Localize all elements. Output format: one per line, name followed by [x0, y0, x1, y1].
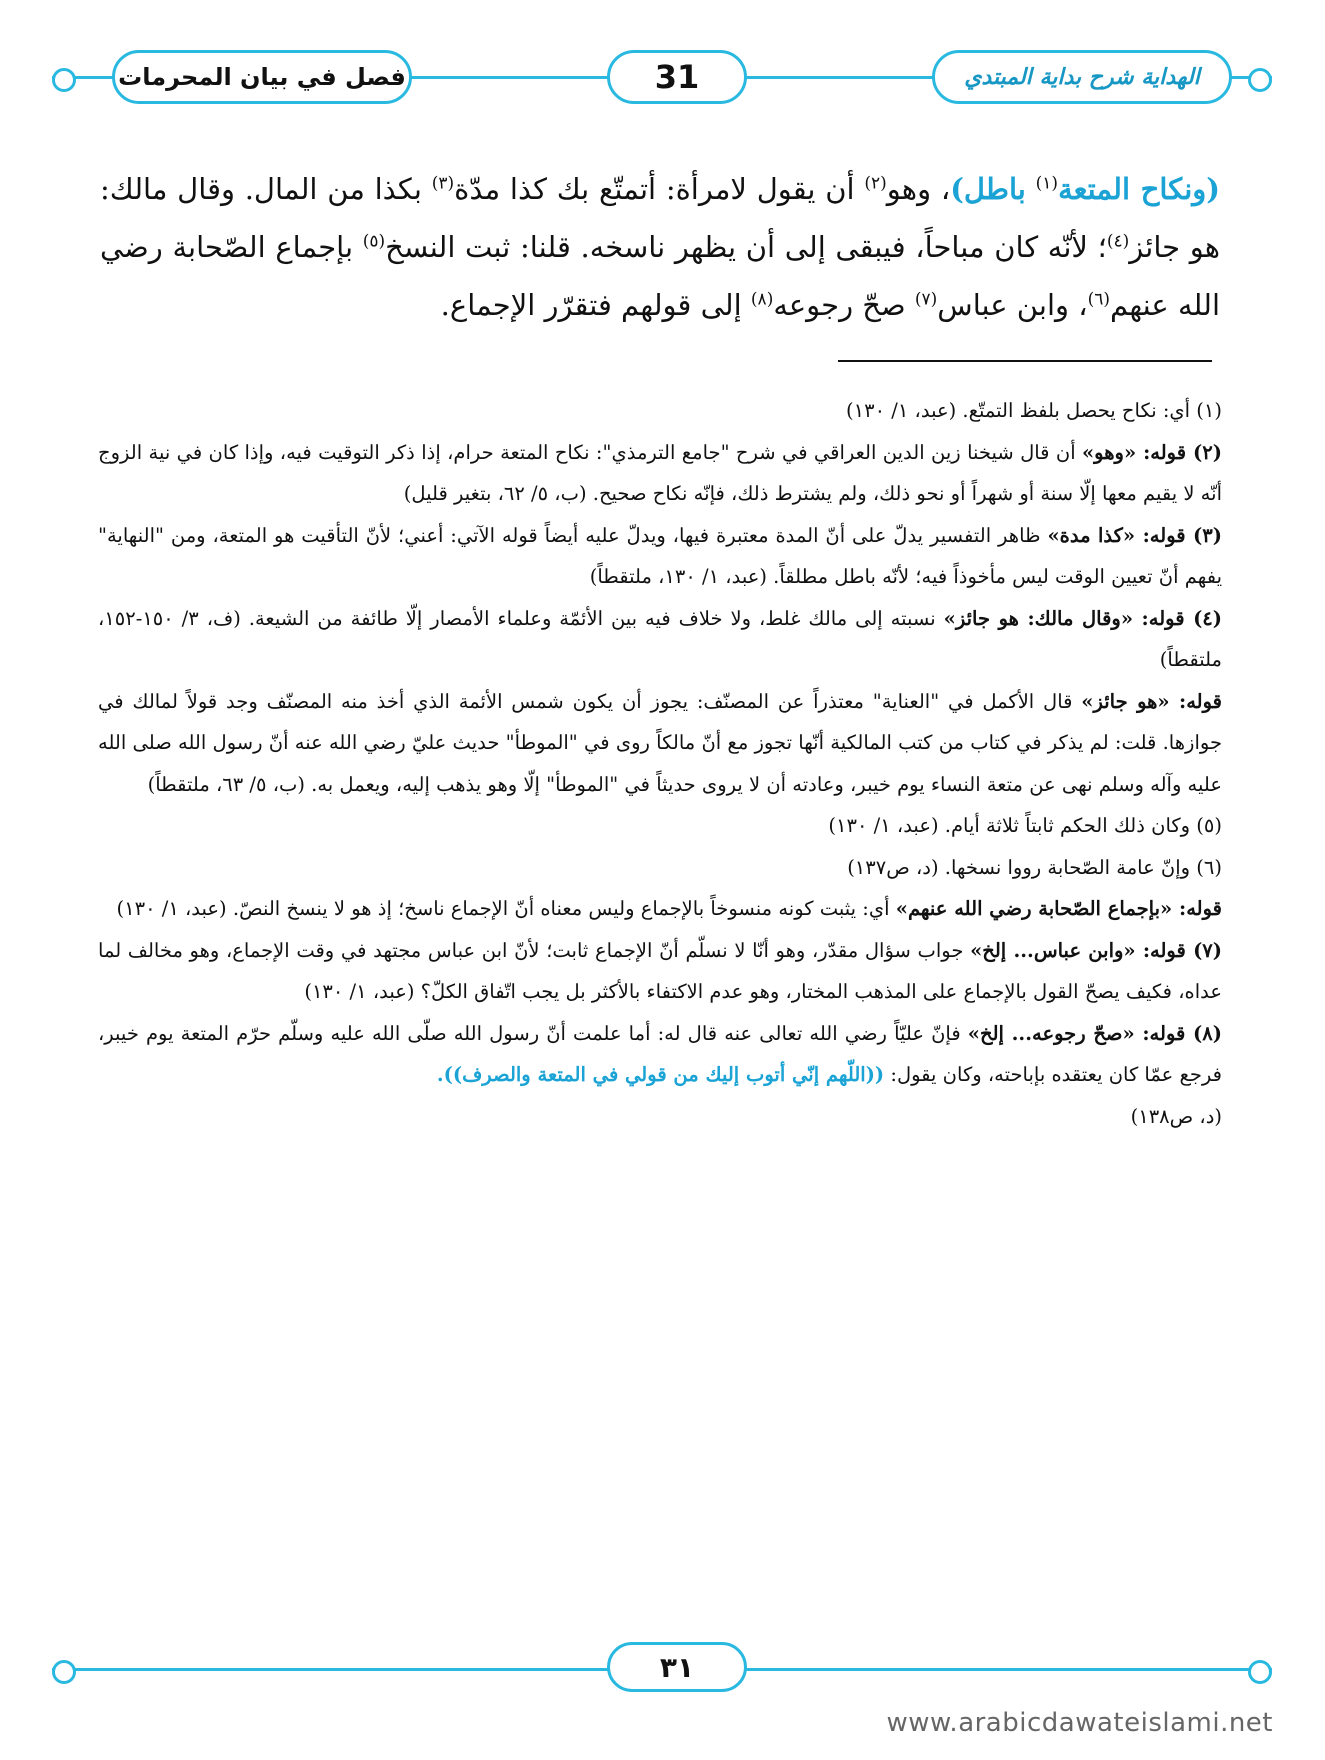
footnote-7: [98, 930, 1222, 1013]
footnote-4: [98, 598, 1222, 681]
book-title-logo: الهداية شرح بداية المبتدي: [932, 50, 1232, 104]
footnote-3: [98, 515, 1222, 598]
footnote-6: (٦) وإنّ عامة الصّحابة رووا نسخها. (د، ص١٣٧): [847, 855, 1222, 879]
sharh-text: أن يقول لامرأة: أتمتّع بك كذا مدّة: [454, 172, 855, 206]
footnote-text: جواب سؤال مقدّر، وهو أنّا لا نسلّم أنّ الإجماع ثابت؛ لأنّ ابن عباس مجتهد في وقت الإجماع، وهو مخالف لما عداه، فكيف يصحّ القول بالإجماع على المذهب المختار، وهو عدم الاكتفاء بالأكثر بل يجب اتّفاق الكلّ؟ (عبد، ١/ ١٣٠): [98, 938, 1222, 1003]
footnote-marker: (٤): [1106, 231, 1130, 252]
footnote-marker: (٦): [1087, 289, 1111, 310]
footnote-5: (٥) وكان ذلك الحكم ثابتاً ثلاثة أيام. (عبد، ١/ ١٣٠): [828, 814, 1222, 837]
footnote-label: (٣) قوله: «كذا مدة»: [1047, 523, 1223, 547]
footnote-text: ظاهر التفسير يدلّ على أنّ المدة معتبرة فيها، ويدلّ عليه أيضاً قوله الآتي: أعني؛ لأنّ التأقيت هو المتعة، ومن "النهاية" يفهم أنّ تعيين الوقت ليس مأخوذاً فيه؛ لأنّه باطل مطلقاً. (عبد، ١/ ١٣٠، ملتقطاً): [98, 523, 1222, 588]
footnote-marker: (١): [1035, 173, 1059, 194]
footnote-marker: (٨): [750, 289, 774, 310]
footnote-label: (٧) قوله: «وابن عباس... إلخ»: [970, 938, 1223, 962]
footnote-label: (٢) قوله: «وهو»: [1081, 440, 1222, 464]
sharh-text: ، وابن عباس: [937, 288, 1088, 322]
footnote-marker: (٢): [864, 173, 887, 194]
sharh-text: ؛ لأنّه كان مباحاً، فيبقى إلى أن يظهر ناسخه. قلنا: ثبت النسخ: [385, 230, 1107, 264]
matn-phrase-2: باطل): [950, 172, 1026, 206]
footnote-label: قوله: «بإجماع الصّحابة رضي الله عنهم»: [895, 897, 1222, 920]
footnote-separator: [838, 360, 1212, 362]
footnote-4b: [98, 681, 1222, 806]
footnote-text: نسبته إلى مالك غلط، ولا خلاف فيه بين الأئمّة وعلماء الأمصار إلّا طائفة من الشيعة. (ف، ٣/ ١٥٠-١٥٢، ملتقطاً): [98, 606, 1222, 671]
page-footer: [52, 1642, 1272, 1698]
sharh-text: بكذا من المال. وقال مالك: هو جائز: [100, 172, 1221, 264]
footnote-label: (٤) قوله: «وقال مالك: هو جائز»: [943, 606, 1223, 630]
footnote-marker: (٣): [431, 173, 455, 194]
footnote-label: قوله: «هو جائز»: [1081, 689, 1223, 713]
footnote-quote: ((اللّهم إنّي أتوب إليك من قولي في المتعة والصرف)).: [436, 1063, 885, 1086]
sharh-text: إلى قولهم فتقرّر الإجماع.: [440, 288, 742, 322]
ornament-left-icon: [52, 68, 76, 92]
page-number-top: 31: [607, 50, 747, 104]
footnote-6b: [98, 888, 1222, 930]
section-title: فصل في بيان المحرمات: [112, 50, 412, 104]
footnote-text: قال الأكمل في "العناية" معتذراً عن المصنّف: يجوز أن يكون شمس الأئمة الذي أخذ منه المصنّف وجد قولاً لمالك في جوازها. قلت: لم يذكر في كتاب من كتب المالكية أنّها تجوز مع أنّ مالكاً روى في "الموطأ" حديث عليّ رضي الله عنه أنّ رسول الله صلى الله عليه وآله وسلم نهى عن متعة النساء يوم خيبر، وعادته أن لا يروى حديثاً في "الموطأ" إلّا وهو يذهب إليه، ويعمل به. (ب، ٥/ ٦٣، ملتقطاً): [98, 689, 1222, 796]
matn-phrase-1: (ونكاح المتعة: [1058, 172, 1221, 206]
sharh-text: ، وهو: [886, 172, 951, 206]
footnote-8: [98, 1013, 1222, 1138]
footnote-2: [98, 432, 1222, 515]
sharh-text: صحّ رجوعه: [773, 288, 906, 322]
footnote-marker: (٧): [914, 289, 938, 310]
website-url: www.arabicdawateislami.net: [886, 1708, 1273, 1738]
footnote-text: أي: يثبت كونه منسوخاً بالإجماع وليس معناه أنّ الإجماع ناسخ؛ إذ هو لا ينسخ النصّ. (عبد، ١/ ١٣٠): [116, 897, 890, 920]
footnotes: [98, 390, 1222, 1137]
page-number-bottom: ٣١: [607, 1642, 747, 1692]
ornament-right-icon: [1248, 68, 1272, 92]
sharh-text: بإجماع الصّحابة رضي الله عنهم: [100, 230, 1220, 322]
ornament-right-icon: [1248, 1660, 1272, 1684]
footnote-text: أن قال شيخنا زين الدين العراقي في شرح "جامع الترمذي": نكاح المتعة حرام، إذا ذكر التوقيت فيه، وإذا كان في نية الزوج أنّه لا يقيم معها إلّا سنة أو شهراً أو نحو ذلك، ولم يشترط ذلك، فإنّه نكاح صحيح. (ب، ٥/ ٦٢، بتغير قليل): [98, 440, 1222, 505]
footnote-ref: (د، ص١٣٨): [1130, 1104, 1222, 1128]
page-header: [52, 44, 1272, 110]
ornament-left-icon: [52, 1660, 76, 1684]
footnote-marker: (٥): [362, 231, 386, 252]
main-text: [100, 160, 1220, 334]
footnote-label: (٨) قوله: «صحّ رجوعه... إلخ»: [967, 1021, 1222, 1045]
footnote-text: فإنّ عليّاً رضي الله تعالى عنه قال له: أما علمت أنّ رسول الله صلّى الله عليه وسلّم حرّم المتعة يوم خيبر، فرجع عمّا كان يعتقده بإباحته، وكان يقول:: [98, 1021, 1222, 1086]
footnote-1: (١) أي: نكاح يحصل بلفظ التمتّع. (عبد، ١/ ١٣٠): [846, 399, 1222, 422]
